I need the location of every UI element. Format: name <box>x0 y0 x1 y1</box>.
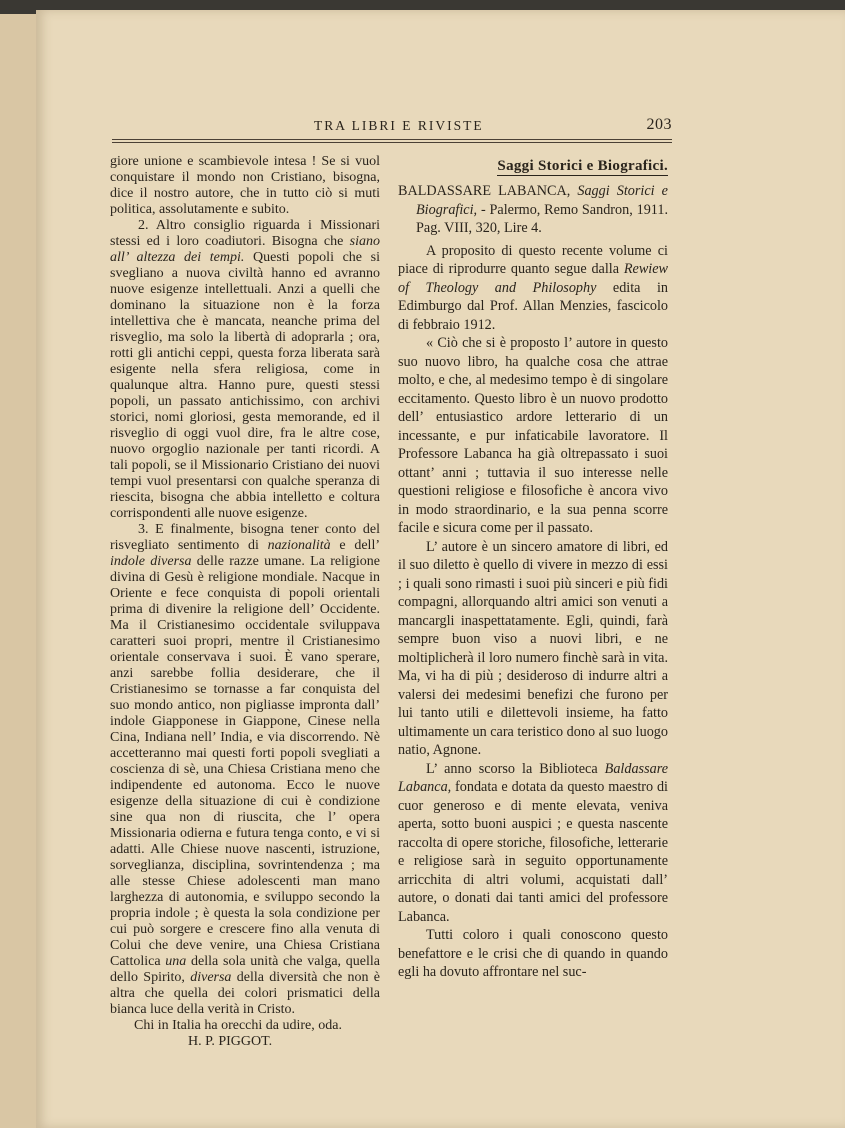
text-run: e dell’ <box>330 538 381 553</box>
header-rule <box>112 142 672 143</box>
text-run: 2. Altro consiglio riguarda i Missionari stessi ed i loro coadiutori. Bisogna che <box>110 218 380 249</box>
paragraph <box>398 242 668 335</box>
right-column <box>398 156 668 982</box>
italic-phrase: Baldassare Labanca, <box>398 760 668 795</box>
header-rule <box>112 139 672 140</box>
paragraph: L’ autore è un sincero amatore di libri, ed il suo diletto è quello di vivere in mezzo di essi ; i quali sono rimasti i suoi più sinceri e più fidi compagni, allorquando altri amici son venuti a mancargli inaspettatamente. Egli, quindi, farà sempre buon viso a nuovi libri, e ne moltiplicherà il loro numero finchè sarà in vita. Ma, vi ha di più ; desideroso di indurre altri a valersi dei medesimi benefizi che furono per lui tanto utili e dilettevoli insieme, ha fatto ultimamente un cara teristico dono al suo luogo natio, Agnone. <box>398 538 668 758</box>
verse-line: Chi in Italia ha orecchi da udire, oda. <box>134 1018 342 1033</box>
paragraph: giore unione e scambievole intesa ! Se si vuol conquistare il mondo non Cristiano, bisogna, dice il nostro autore, che in tutto ciò si muti politica, assolutamente e subito. <box>110 154 380 217</box>
italic-phrase: Rewiew of Theology and Philosophy <box>398 261 668 296</box>
italic-phrase: siano all’ altezza dei tempi. <box>110 234 380 265</box>
running-title: TRA LIBRI E RIVISTE <box>314 118 484 133</box>
text-run: 3. E finalmente, bisogna tener conto del risvegliato sentimento di <box>110 522 380 553</box>
text-run: Questi popoli che si svegliano a nuova civiltà hanno ed avranno nuove esigenze intellettuali. Anzi a quelli che dominano la situazione non è la forza intellettiva che è mancata, neanche prima del risveglio, ma solo la libertà di adoprarla ; ora, rotti gli antichi ceppi, questa forza liberata sarà esigente nella sfera religiosa, come in qualunque altra. Hanno pure, questi stessi popoli, un passato antichissimo, con archivi storici, nomi gloriosi, gesta memorande, ed il risveglio di oggi vuol dire, fra le altre cose, nuovo orgoglio nazionale per tanti ricordi. A tali popoli, se il Missionario Cristiano dei nuovi tempi vuol presentarsi con qualche speranza di riescita, bisogna che abbia intelletto e coltura corrispondenti alle nuove esigenze. <box>110 250 380 521</box>
reference-title: Saggi Storici e Biografici, <box>416 183 668 218</box>
closing-verse <box>110 1018 380 1050</box>
text-run: delle razze umane. La religione divina di Gesù è religione mondiale. Nacque in Oriente e fece conquista di popoli orientali prima di divenire la religione dell’ Occidente. Ma il Cristianesimo occidentale sviluppava caratteri suoi propri, mentre il Cristianesimo orientale conservava i suoi. È vano sperare, anzi sarebbe follia desiderare, che il Cristianesimo se tornasse a far conquista del suo mondo antico, non pigliasse impronta dall’ indole Giapponese in Giappone, Cinese nella Cina, Indiana nell’ India, e via discorrendo. Nè accetteranno mai questi forti popoli svegliati a coscienza di sè, una Chiesa Cristiana meno che indipendente ed autonoma. Ecco le nuove esigenze della situazione di cui è condizione sine qua non di riuscita, che l’ opera Missionaria odierna e futura tenga conto, e vi si adatti. Alle Chiese nuove nascenti, istruzione, sorveglianza, disciplina, sovrintendenza ; ma alle stesse Chiese adolescenti man mano larghezza di autonomia, e sviluppo secondo la propria indole ; è questa la sola condizione per cui può sorgere e crescere fino alla venuta di Colui che deve venire, una Chiesa Cristiana Cattolica <box>110 554 380 969</box>
paragraph <box>110 522 380 1018</box>
book-reference <box>398 182 668 238</box>
reference-author: BALDASSARE LABANCA, <box>398 183 578 199</box>
paragraph: « Ciò che si è proposto l’ autore in questo suo nuovo libro, ha qualche cosa che attrae molto, e che, al medesimo tempo è di singolare eccitamento. Questo libro è un nuovo prodotto dell’ entusiastico ardore letterario di un incessante, e pur infaticabile lavoratore. Il Professore Labanca ha già oltrepassato i suoi ottant’ anni ; tuttavia il suo interesse nelle questioni religiose e filosofiche è ancora vivo in modo straordinario, e la sua penna scorre facile e sicura come per il passato. <box>398 335 668 536</box>
text-run: fondata e dotata da questo maestro di cuor generoso e di mente elevata, veniva aperta, sotto buoni auspici ; e questa nascente raccolta di opere storiche, filosofiche, letterarie e religiose sarà in seguito opportunamente arricchita di altri volumi, acquistati dall’ autore, o donati dai tanti amici del professore Labanca. <box>398 779 668 925</box>
text-run: edita in Edimburgo dal Prof. Allan Menzies, fascicolo di febbraio 1912. <box>398 279 668 333</box>
italic-phrase: una <box>165 954 187 969</box>
italic-phrase: indole diversa <box>110 554 192 569</box>
signature: H. P. PIGGOT. <box>188 1034 273 1049</box>
text-run: A proposito di questo recente volume ci piace di riprodurre quanto segue dalla <box>398 242 668 277</box>
text-run: L’ anno scorso la Biblioteca <box>426 760 605 777</box>
text-run: della diversità che non è altra che quella dei colori prismatici della bianca luce della verità in Cristo. <box>110 970 380 1017</box>
italic-phrase: diversa <box>190 970 232 985</box>
section-title <box>398 156 668 176</box>
paragraph <box>110 218 380 522</box>
reference-details: - Palermo, Remo Sandron, 1911. Pag. VIII, 320, Lire 4. <box>416 201 668 236</box>
paragraph: Tutti coloro i quali conoscono questo benefattore e le crisi che di quando in quando egli ha dovuto affrontare nel suc- <box>398 927 668 980</box>
italic-phrase: nazionalità <box>267 538 331 553</box>
text-run: della sola unità che valga, quella dello Spirito, <box>110 954 380 985</box>
section-title-text: Saggi Storici e Biografici. <box>497 158 668 174</box>
page-number: 203 <box>646 116 672 133</box>
left-column <box>110 154 380 1050</box>
paragraph <box>398 760 668 927</box>
running-header <box>112 116 672 136</box>
